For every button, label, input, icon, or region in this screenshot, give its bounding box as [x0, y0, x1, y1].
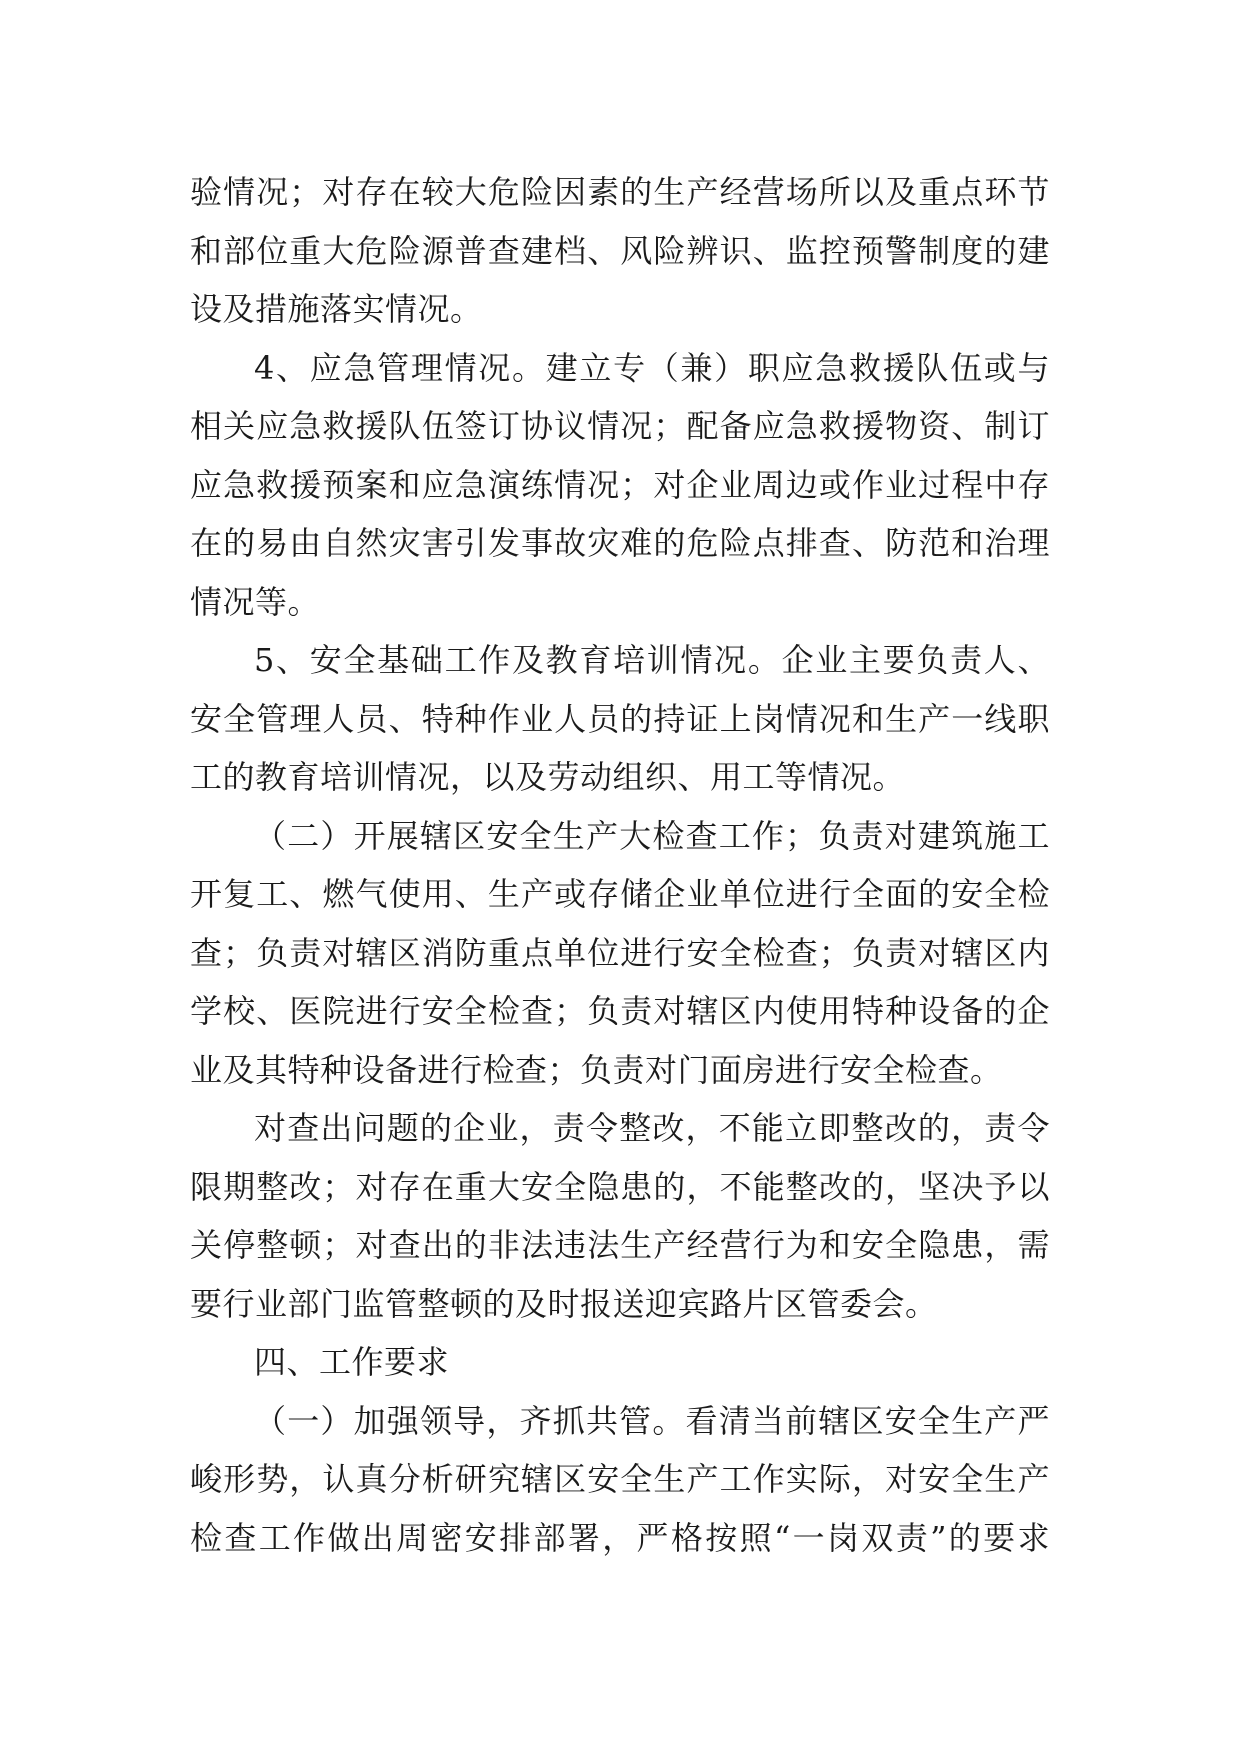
text-line: 和部位重大危险源普查建档、风险辨识、监控预警制度的建: [190, 231, 1050, 270]
text-line: 关停整顿；对查出的非法违法生产经营行为和安全隐患，需: [190, 1226, 1050, 1264]
document-body: [190, 163, 1050, 1567]
text-line: 限期整改；对存在重大安全隐患的，不能整改的，坚决予以: [190, 1167, 1050, 1206]
text-line: 5、安全基础工作及教育培训情况。企业主要负责人、: [254, 641, 1050, 679]
text-line: 峻形势，认真分析研究辖区安全生产工作实际，对安全生产: [190, 1460, 1050, 1498]
text-line: 在的易由自然灾害引发事故灾难的危险点排查、防范和治理: [190, 524, 1050, 562]
text-line: 开复工、燃气使用、生产或存储企业单位进行全面的安全检: [190, 875, 1050, 913]
text-line: （二）开展辖区安全生产大检查工作；负责对建筑施工: [254, 816, 1050, 855]
text-line: 设及措施落实情况。: [190, 290, 483, 328]
text-line: 对查出问题的企业，责令整改，不能立即整改的，责令: [254, 1109, 1050, 1147]
text-line: 情况等。: [190, 582, 321, 621]
text-line: 要行业部门监管整顿的及时报送迎宾路片区管委会。: [190, 1284, 938, 1323]
text-line: 安全管理人员、特种作业人员的持证上岗情况和生产一线职: [190, 699, 1050, 738]
text-line: 应急救援预案和应急演练情况；对企业周边或作业过程中存: [190, 465, 1050, 504]
text-line: 学校、医院进行安全检查；负责对辖区内使用特种设备的企: [190, 992, 1050, 1030]
text-line: 检查工作做出周密安排部署，严格按照“一岗双责”的要求: [190, 1518, 1050, 1557]
text-line: 4、应急管理情况。建立专（兼）职应急救援队伍或与: [254, 348, 1050, 387]
text-line: 工的教育培训情况，以及劳动组织、用工等情况。: [190, 758, 906, 796]
text-line: 查；负责对辖区消防重点单位进行安全检查；负责对辖区内: [190, 933, 1050, 972]
text-line: （一）加强领导，齐抓共管。看清当前辖区安全生产严: [254, 1401, 1050, 1440]
text-line: 相关应急救援队伍签订协议情况；配备应急救援物资、制订: [190, 407, 1050, 445]
section-heading: 四、工作要求: [254, 1343, 450, 1381]
text-line: 验情况；对存在较大危险因素的生产经营场所以及重点环节: [190, 173, 1050, 211]
text-line: 业及其特种设备进行检查；负责对门面房进行安全检查。: [190, 1050, 1003, 1089]
